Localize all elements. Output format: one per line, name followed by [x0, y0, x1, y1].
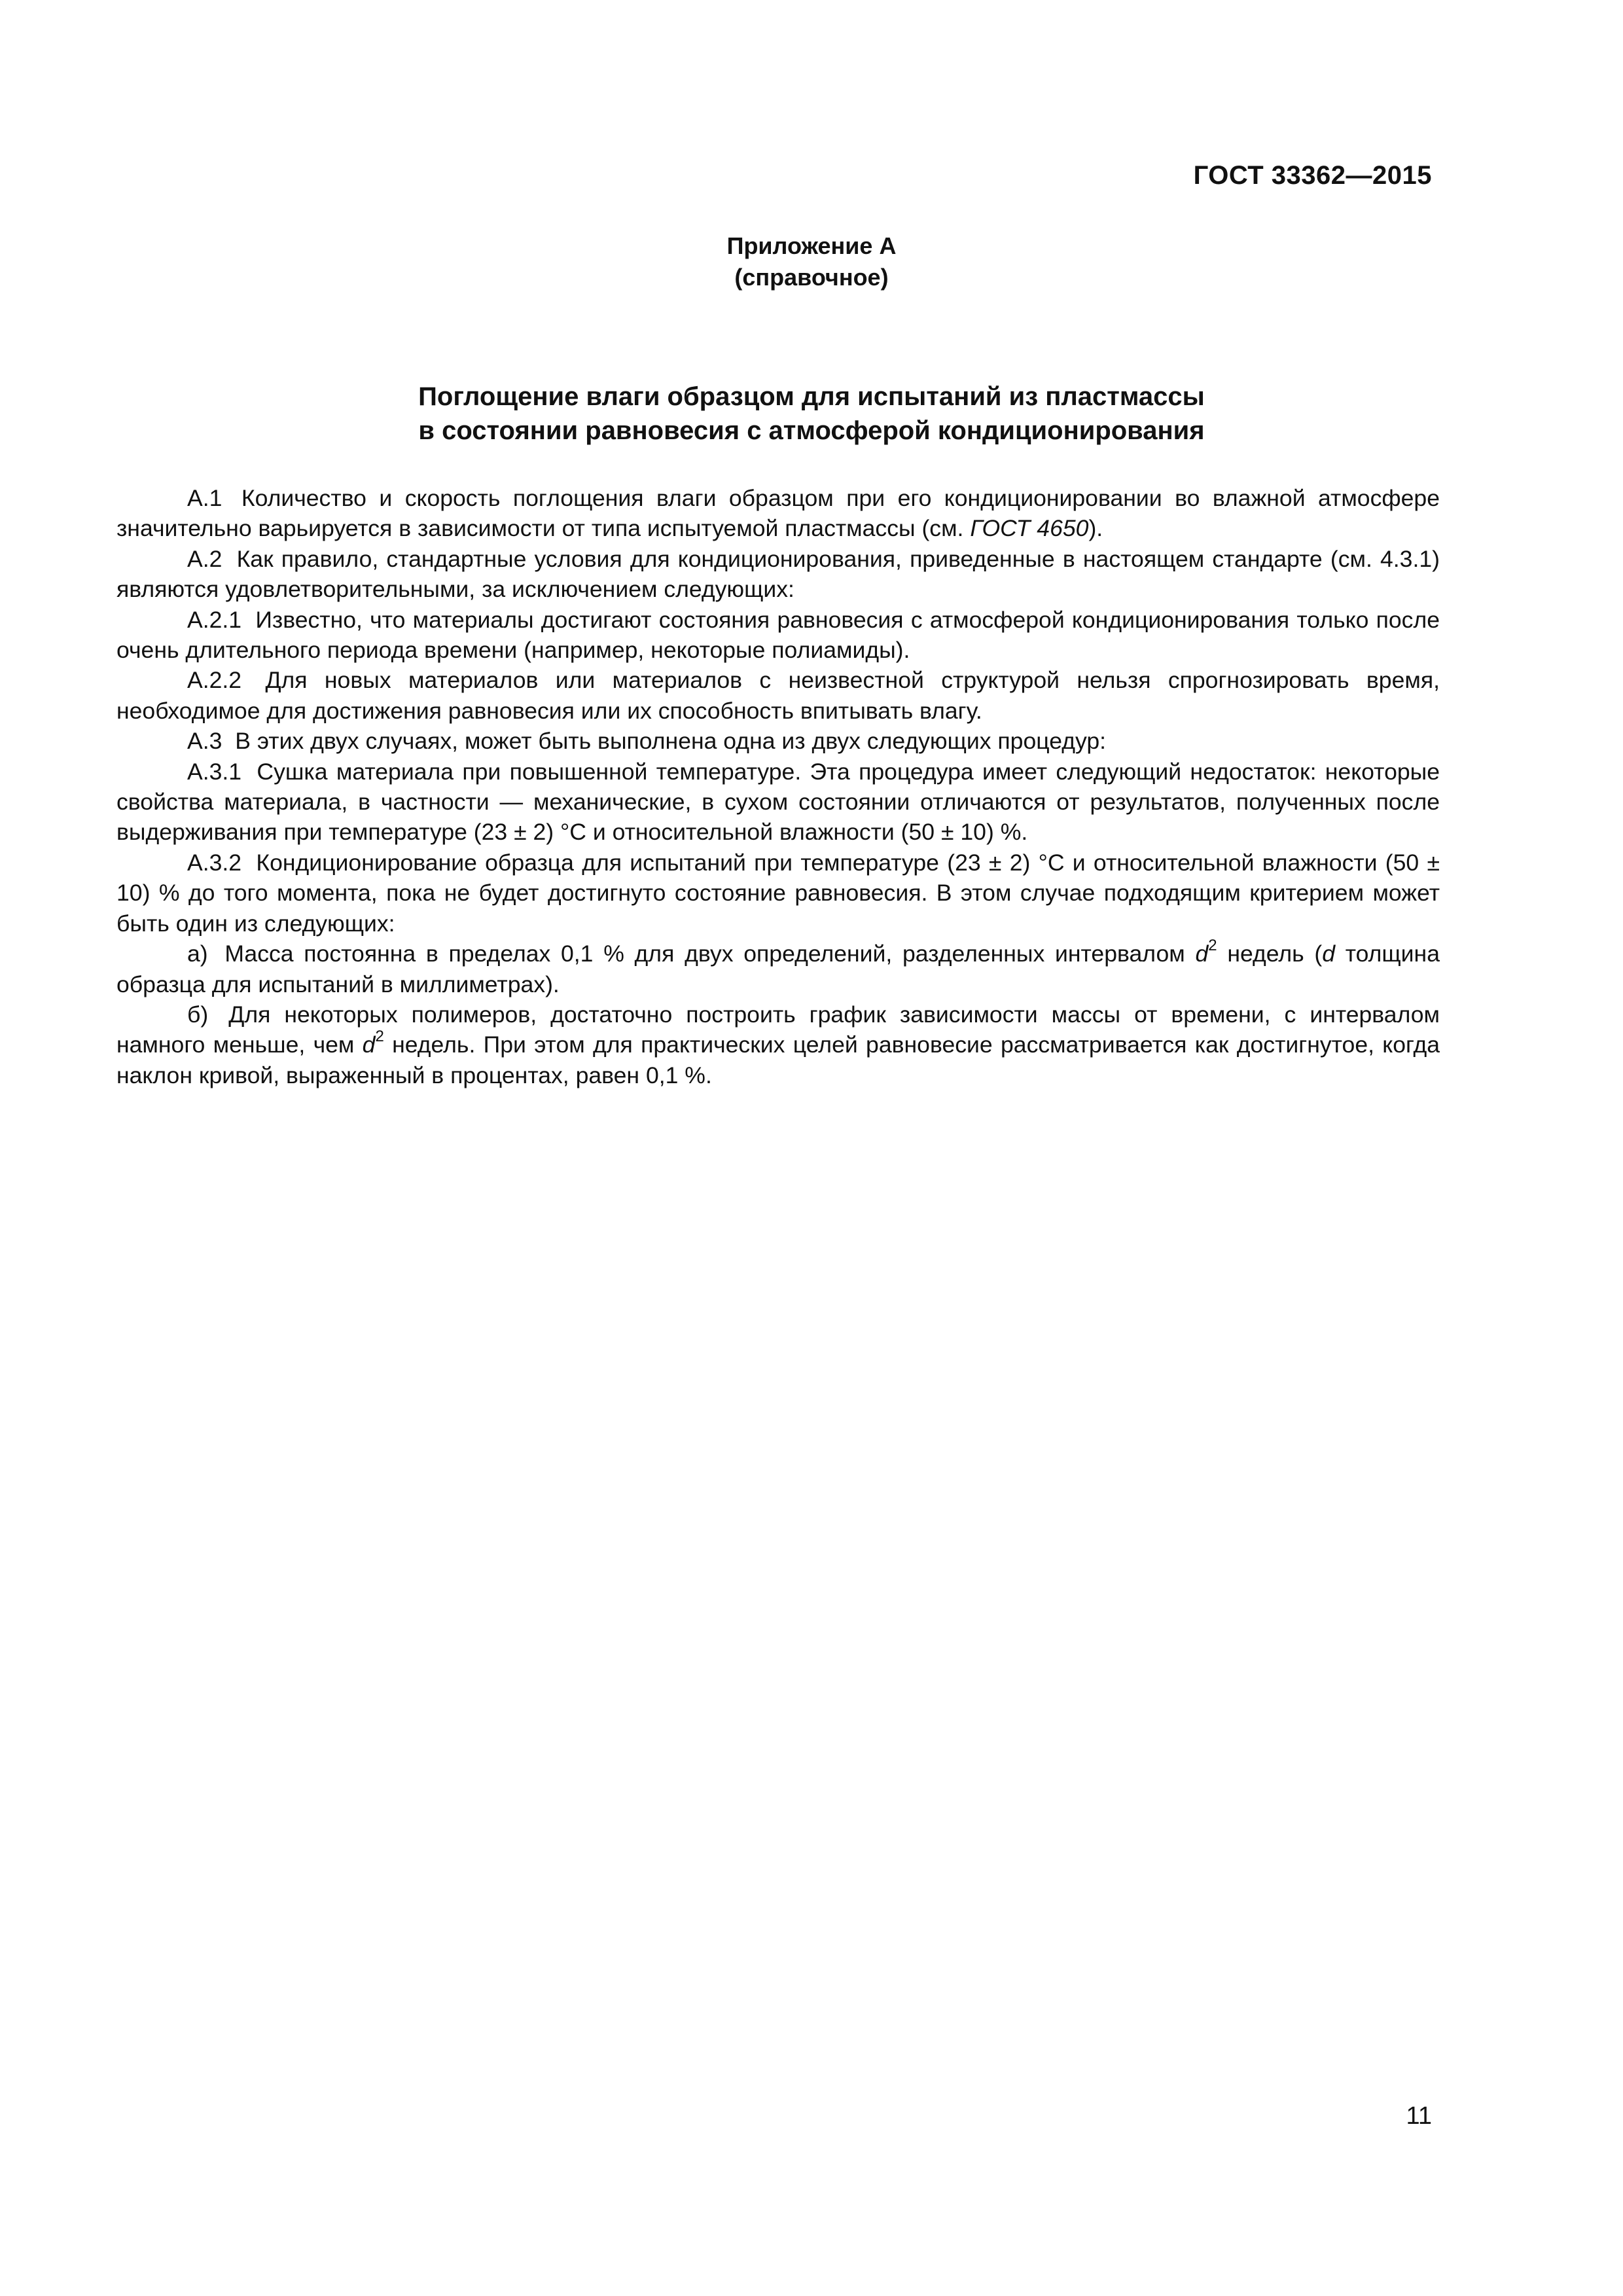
annex-title: Приложение А	[726, 232, 897, 259]
list-label: а)	[187, 941, 208, 967]
list-text: Для некоторых полимеров, достаточно построить график зависимости массы от времени, с интервалом намного меньше, чем	[116, 1001, 1440, 1058]
clause-label: А.2.2	[187, 667, 242, 694]
clause-text: Как правило, стандартные условия для кондиционирования, приведенные в настоящем стандарте (см. 4.3.1) являются удовлетворительными, за исключением следующих:	[116, 545, 1440, 603]
list-text: Масса постоянна в пределах 0,1 % для двух определений, разделенных интервалом	[224, 941, 1185, 967]
variable-d: d	[362, 1031, 376, 1058]
clause-text: Сушка материала при повышенной температуре. Эта процедура имеет следующий недостаток: некоторые свойства материала, в частности — механические, в сухом состоянии отличаются от результатов, полученных после выдерживания при температуре (23 ± 2) °С и относительной влажности (50 ± 10) %.	[116, 758, 1440, 846]
list-text-mid: недель (	[1227, 941, 1323, 967]
exponent: 2	[375, 1028, 384, 1046]
clause-text: Для новых материалов или материалов с неизвестной структурой нельзя спрогнозировать время, необходимое для достижения равновесия или их способность впитывать влагу.	[116, 667, 1440, 724]
clause-label: А.3.1	[187, 758, 242, 785]
list-text-tail: недель. При этом для практических целей равновесие рассматривается как достигнутое, когда наклон кривой, выраженный в процентах, равен 0,1 %.	[116, 1031, 1440, 1088]
variable-d: d	[1322, 941, 1336, 967]
list-label: б)	[187, 1001, 209, 1028]
paragraph-a2-1	[116, 605, 1440, 666]
standard-code: ГОСТ 33362—2015	[1193, 161, 1432, 190]
list-item-a	[116, 939, 1440, 999]
list-text-tail: толщина образца для испытаний в миллиметрах).	[116, 941, 1440, 997]
document-title	[0, 380, 1623, 448]
paragraph-a3	[116, 726, 1440, 756]
clause-text: В этих двух случаях, может быть выполнена одна из двух следующих процедур:	[235, 728, 1107, 755]
document-body	[116, 483, 1440, 1090]
title-line-1: Поглощение влаги образцом для испытаний из пластмассы	[418, 382, 1205, 411]
page-number: 11	[1406, 2102, 1432, 2130]
clause-text: Кондиционирование образца для испытаний при температуре (23 ± 2) °С и относительной влажности (50 ± 10) % до того момента, пока не будет достигнуто состояние равновесия. В этом случае подходящим критерием может быть один из следующих:	[116, 849, 1440, 937]
paragraph-a3-1	[116, 757, 1440, 848]
exponent: 2	[1208, 937, 1217, 955]
annex-kind: (справочное)	[734, 264, 889, 291]
clause-label: А.3.2	[187, 849, 242, 876]
clause-text-tail: ).	[1088, 515, 1103, 542]
standard-reference: ГОСТ 4650	[970, 515, 1089, 542]
clause-label: А.2	[187, 545, 223, 572]
paragraph-a3-2	[116, 848, 1440, 939]
paragraph-a2	[116, 544, 1440, 605]
clause-label: А.3	[187, 728, 223, 755]
clause-text: Количество и скорость поглощения влаги образцом при его кондиционировании во влажной атмосфере значительно варьируется в зависимости от типа испытуемой пластмассы (см.	[116, 485, 1440, 542]
variable-d: d	[1195, 941, 1209, 967]
clause-text: Известно, что материалы достигают состояния равновесия с атмосферой кондиционирования только после очень длительного периода времени (например, некоторые полиамиды).	[116, 606, 1440, 664]
title-line-2: в состоянии равновесия с атмосферой кондиционирования	[418, 416, 1205, 445]
list-item-b	[116, 999, 1440, 1090]
clause-label: А.1	[187, 485, 223, 511]
paragraph-a2-2	[116, 665, 1440, 726]
paragraph-a1	[116, 483, 1440, 544]
annex-heading	[0, 230, 1623, 293]
clause-label: А.2.1	[187, 606, 242, 633]
